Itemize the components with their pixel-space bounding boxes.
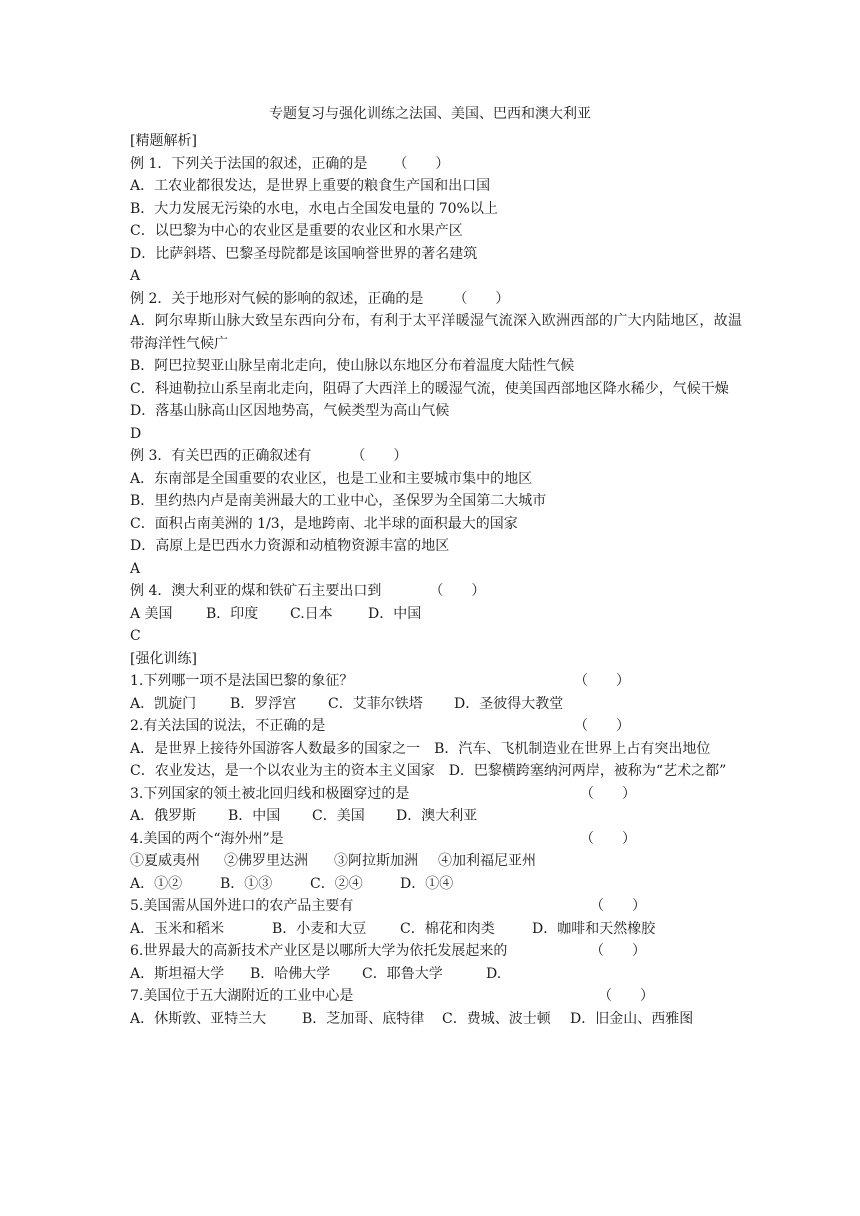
question-2-stem <box>130 715 742 738</box>
option-a: A．玉米和稻米 <box>130 920 225 937</box>
answer-parentheses: （ ） <box>574 718 630 734</box>
answer-parentheses: （ ） <box>598 988 654 1004</box>
question-stem: 1.下列哪一项不是法国巴黎的象征？ <box>130 673 354 689</box>
option-d: D．落基山脉高山区因地势高，气候类型为高山气候 <box>130 403 450 419</box>
question-6-stem <box>130 940 742 963</box>
answer: A <box>130 268 141 284</box>
item-4: ④加利福尼亚州 <box>438 853 536 869</box>
option-a: A．东南部是全国重要的农业区，也是工业和主要城市集中的地区 <box>130 470 533 487</box>
answer-parentheses: （ ） <box>453 290 510 307</box>
option-c: C．②④ <box>310 875 363 892</box>
section-heading-training: [强化训练] <box>130 650 197 667</box>
options-row <box>130 963 742 986</box>
question-stem: 6.世界最大的高新技术产业区是以哪所大学为依托发展起来的 <box>130 943 508 959</box>
options-row <box>130 873 742 896</box>
option-d: D．咖啡和天然橡胶 <box>532 920 656 937</box>
option-d: D．澳大利亚 <box>396 808 478 824</box>
option-d: D．旧金山、西雅图 <box>570 1010 694 1027</box>
option-b: B．大力发展无污染的水电，水电占全国发电量的 70%以上 <box>130 200 498 217</box>
example-3-stem <box>130 445 742 468</box>
option-c: C.日本 <box>290 605 333 622</box>
option-d: D．中国 <box>368 605 422 622</box>
answer-parentheses: （ ） <box>580 785 636 802</box>
question-stem: 例 1．下列关于法国的叙述，正确的是 <box>130 155 368 172</box>
answer-parentheses: （ ） <box>429 583 486 599</box>
question-stem: 2.有关法国的说法，不正确的是 <box>130 718 326 734</box>
option-c: C．费城、波士顿 <box>442 1010 551 1027</box>
answer-parentheses: （ ） <box>574 673 630 689</box>
option-a: A．斯坦福大学 <box>130 965 225 982</box>
option-c: C．以巴黎为中心的农业区是重要的农业区和水果产区 <box>130 223 463 239</box>
question-stem: 4.美国的两个“海外州”是 <box>130 830 284 847</box>
question-1-stem <box>130 670 742 693</box>
question-3-stem <box>130 783 742 806</box>
question-7-stem <box>130 985 742 1008</box>
options-row <box>130 603 742 626</box>
question-stem: 例 2．关于地形对气候的影响的叙述，正确的是 <box>130 290 424 307</box>
items-row <box>130 850 742 873</box>
example-2-stem <box>130 288 742 311</box>
answer: D <box>130 425 142 442</box>
option-a: A．休斯敦、亚特兰大 <box>130 1010 267 1027</box>
item-2: ②佛罗里达洲 <box>224 853 308 869</box>
option-b: B．里约热内卢是南美洲最大的工业中心，圣保罗为全国第二大城市 <box>130 493 547 509</box>
options-a-b: A．是世界上接待外国游客人数最多的国家之一 B．汽车、飞机制造业在世界上占有突出地位 <box>130 740 711 757</box>
document-body <box>130 130 742 1030</box>
option-c: C．美国 <box>312 808 365 824</box>
options-row <box>130 805 742 828</box>
question-stem: 例 4．澳大利亚的煤和铁矿石主要出口到 <box>130 583 382 599</box>
answer-parentheses: （ ） <box>590 898 646 914</box>
option-b: B．①③ <box>220 875 273 892</box>
options-c-d: C．农业发达，是一个以农业为主的资本主义国家 D．巴黎横跨塞纳河两岸，被称为“艺术之都” <box>130 763 727 779</box>
question-stem: 7.美国位于五大湖附近的工业中心是 <box>130 988 354 1004</box>
answer-parentheses: （ ） <box>580 830 636 847</box>
option-d: D．圣彼得大教堂 <box>454 695 564 712</box>
example-4-stem <box>130 580 742 603</box>
document-title: 专题复习与强化训练之法国、美国、巴西和澳大利亚 <box>269 106 591 122</box>
question-stem: 5.美国需从国外进口的农产品主要有 <box>130 898 354 914</box>
option-d: D．比萨斜塔、巴黎圣母院都是该国响誉世界的著名建筑 <box>130 245 478 262</box>
question-5-stem <box>130 895 742 918</box>
example-1-stem <box>130 153 742 176</box>
option-a: A．俄罗斯 <box>130 808 197 824</box>
answer: A <box>130 560 141 577</box>
option-c: C．科迪勒拉山系呈南北走向，阻碍了大西洋上的暖湿气流，使美国西部地区降水稀少，气候干燥 <box>130 380 729 397</box>
item-3: ③阿拉斯加洲 <box>334 853 418 869</box>
option-b: B．印度 <box>206 605 259 622</box>
answer-parentheses: （ ） <box>393 155 450 172</box>
option-b: B．罗浮宫 <box>230 695 297 712</box>
option-a: A．①② <box>130 875 183 892</box>
options-row <box>130 1008 742 1031</box>
option-a: A．凯旋门 <box>130 695 197 712</box>
option-d: D. <box>486 965 502 982</box>
options-row <box>130 693 742 716</box>
option-c: C．棉花和肉类 <box>400 920 495 937</box>
answer-parentheses: （ ） <box>590 943 646 959</box>
option-a: A．工农业都很发达，是世界上重要的粮食生产国和出口国 <box>130 178 491 194</box>
option-b: B．中国 <box>228 808 281 824</box>
answer: C <box>130 628 141 644</box>
item-1: ①夏威夷州 <box>130 853 200 869</box>
options-row <box>130 918 742 941</box>
option-c: C．耶鲁大学 <box>362 965 443 982</box>
option-c: C．面积占南美洲的 1/3，是地跨南、北半球的面积最大的国家 <box>130 515 518 532</box>
option-d: D．高原上是巴西水力资源和动植物资源丰富的地区 <box>130 538 450 554</box>
option-a: A．阿尔卑斯山脉大致呈东西向分布，有利于太平洋暖湿气流深入欧洲西部的广大内陆地区，故温带海洋性气候广 <box>130 313 742 352</box>
option-d: D．①④ <box>400 875 454 892</box>
answer-parentheses: （ ） <box>351 448 408 464</box>
question-stem: 例 3．有关巴西的正确叙述有 <box>130 448 312 464</box>
question-4-stem <box>130 828 742 851</box>
option-b: B．芝加哥、底特律 <box>302 1010 425 1027</box>
section-heading-analysis: [精题解析] <box>130 133 197 149</box>
option-b: B．小麦和大豆 <box>272 920 367 937</box>
option-c: C．艾菲尔铁塔 <box>328 695 423 712</box>
option-b: B．哈佛大学 <box>250 965 331 982</box>
option-b: B．阿巴拉契亚山脉呈南北走向，使山脉以东地区分布着温度大陆性气候 <box>130 358 575 374</box>
question-stem: 3.下列国家的领土被北回归线和极圈穿过的是 <box>130 785 410 802</box>
option-a: A 美国 <box>130 605 173 622</box>
